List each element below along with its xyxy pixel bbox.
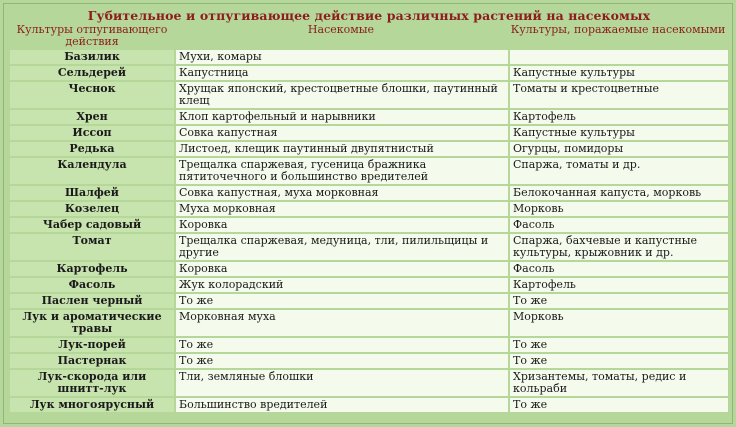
header-plants: Культуры отпугивающего действия <box>10 24 174 48</box>
crops-cell: Картофель <box>508 278 728 292</box>
table-row <box>10 218 728 232</box>
crops-cell: Капустные культуры <box>508 126 728 140</box>
insects-cell: Совка капустная <box>174 126 508 140</box>
insects-cell: Капустница <box>174 66 508 80</box>
plant-cell: Календула <box>10 158 174 184</box>
plant-cell: Редька <box>10 142 174 156</box>
crops-cell: Белокочанная капуста, морковь <box>508 186 728 200</box>
table-frame <box>3 3 733 424</box>
plant-cell: Лук-порей <box>10 338 174 352</box>
crops-cell <box>508 50 728 64</box>
table-row <box>10 142 728 156</box>
plant-cell: Хрен <box>10 110 174 124</box>
plant-cell: Сельдерей <box>10 66 174 80</box>
insects-cell: Хрущак японский, крестоцветные блошки, паутинный клещ <box>174 82 508 108</box>
table-row <box>10 310 728 336</box>
crops-cell: Капустные культуры <box>508 66 728 80</box>
insects-cell: Морковная муха <box>174 310 508 336</box>
plants-table <box>10 22 728 414</box>
table-row <box>10 234 728 260</box>
plant-cell: Пастернак <box>10 354 174 368</box>
crops-cell: Спаржа, бахчевые и капустные культуры, крыжовник и др. <box>508 234 728 260</box>
insects-cell: То же <box>174 354 508 368</box>
header-row <box>10 24 728 48</box>
table-row <box>10 294 728 308</box>
plant-cell: Паслен черный <box>10 294 174 308</box>
insects-cell: Мухи, комары <box>174 50 508 64</box>
crops-cell: Морковь <box>508 310 728 336</box>
plant-cell: Фасоль <box>10 278 174 292</box>
insects-cell: Листоед, клещик паутинный двупятнистый <box>174 142 508 156</box>
crops-cell: Спаржа, томаты и др. <box>508 158 728 184</box>
crops-cell: Томаты и крестоцветные <box>508 82 728 108</box>
table-row <box>10 158 728 184</box>
plant-cell: Лук многоярусный <box>10 398 174 412</box>
insects-cell: То же <box>174 338 508 352</box>
crops-cell: То же <box>508 354 728 368</box>
table-row <box>10 338 728 352</box>
table-row <box>10 82 728 108</box>
crops-cell: Морковь <box>508 202 728 216</box>
table-row <box>10 202 728 216</box>
crops-cell: То же <box>508 398 728 412</box>
insects-cell: Клоп картофельный и нарывники <box>174 110 508 124</box>
plant-cell: Иссоп <box>10 126 174 140</box>
insects-cell: Жук колорадский <box>174 278 508 292</box>
table-row <box>10 50 728 64</box>
crops-cell: Огурцы, помидоры <box>508 142 728 156</box>
plant-cell: Шалфей <box>10 186 174 200</box>
plant-cell: Лук-скорода или шнитт-лук <box>10 370 174 396</box>
insects-cell: Муха морковная <box>174 202 508 216</box>
header-crops: Культуры, поражаемые насекомыми <box>508 24 728 48</box>
header-insects: Насекомые <box>174 24 508 48</box>
table-row <box>10 262 728 276</box>
plant-cell: Базилик <box>10 50 174 64</box>
insects-cell: Коровка <box>174 218 508 232</box>
plant-cell: Томат <box>10 234 174 260</box>
plant-cell: Чеснок <box>10 82 174 108</box>
insects-cell: Тли, земляные блошки <box>174 370 508 396</box>
crops-cell: Фасоль <box>508 218 728 232</box>
insects-cell: Коровка <box>174 262 508 276</box>
table-row <box>10 278 728 292</box>
insects-cell: Совка капустная, муха морковная <box>174 186 508 200</box>
insects-cell: Трещалка спаржевая, медуница, тли, пилильщицы и другие <box>174 234 508 260</box>
table-row <box>10 186 728 200</box>
table-row <box>10 66 728 80</box>
plant-cell: Картофель <box>10 262 174 276</box>
crops-cell: То же <box>508 294 728 308</box>
table-row <box>10 110 728 124</box>
plant-cell: Чабер садовый <box>10 218 174 232</box>
crops-cell: Хризантемы, томаты, редис и кольраби <box>508 370 728 396</box>
table-row <box>10 354 728 368</box>
table-row <box>10 398 728 412</box>
insects-cell: То же <box>174 294 508 308</box>
crops-cell: Картофель <box>508 110 728 124</box>
table-row <box>10 370 728 396</box>
table-row <box>10 126 728 140</box>
table-title: Губительное и отпугивающее действие различных растений на насекомых <box>87 8 651 23</box>
crops-cell: То же <box>508 338 728 352</box>
insects-cell: Большинство вредителей <box>174 398 508 412</box>
plant-cell: Лук и ароматические травы <box>10 310 174 336</box>
plant-cell: Козелец <box>10 202 174 216</box>
crops-cell: Фасоль <box>508 262 728 276</box>
insects-cell: Трещалка спаржевая, гусеница бражника пятиточечного и большинство вредителей <box>174 158 508 184</box>
